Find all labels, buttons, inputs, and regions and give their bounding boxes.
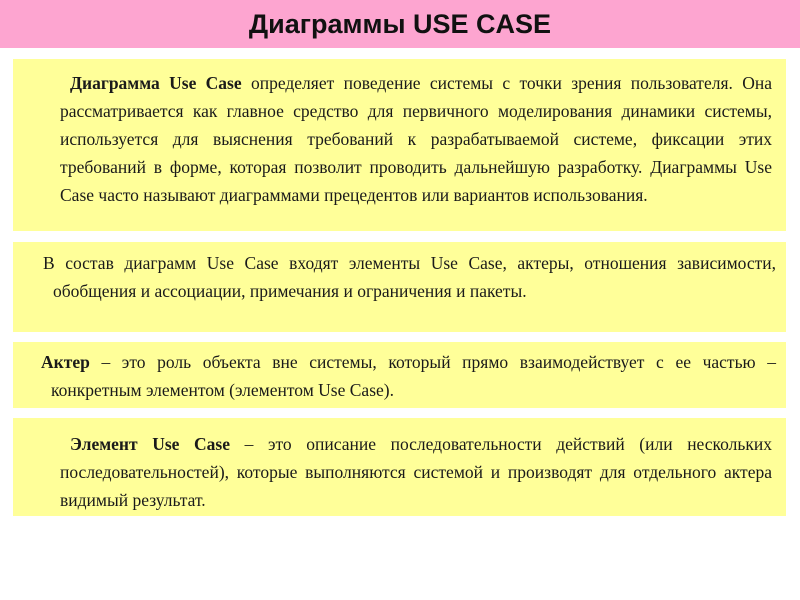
paragraph [60,69,772,209]
term-use-case-diagram: Диаграмма Use Case [70,73,242,93]
paragraph-text: В состав диаграмм Use Case входят элементы Use Case, актеры, отношения зависимости, обобщения и ассоциации, примечания и ограничения и пакеты. [43,253,776,301]
paragraph-text: – это описание последовательности действий (или нескольких последовательностей), которые выполняются системой и производят для отдельного актера видимый результат. [60,434,772,510]
definition-box-use-case-element [13,418,786,516]
definition-box-use-case-diagram [13,59,786,231]
definition-box-actor [13,342,786,408]
term-actor: Актер [41,352,90,372]
paragraph [60,430,772,514]
slide-title: Диаграммы USE CASE [248,8,552,39]
paragraph-text: определяет поведение системы с точки зрения пользователя. Она рассматривается как главное средство для первичного моделирования динамики системы, используется для выяснения требований к разрабатываемой системе, фиксации этих требований в форме, которая позволит проводить дальнейшую разработку. Диаграммы Use Case часто называют диаграммами прецедентов или вариантов использования. [60,73,772,205]
paragraph [43,249,776,305]
title-bar [0,0,800,48]
elements-box [13,242,786,332]
paragraph-text: – это роль объекта вне системы, который прямо взаимодействует с ее частью – конкретным элементом (элементом Use Case). [51,352,776,400]
term-use-case-element: Элемент Use Case [70,434,230,454]
paragraph [41,348,776,404]
